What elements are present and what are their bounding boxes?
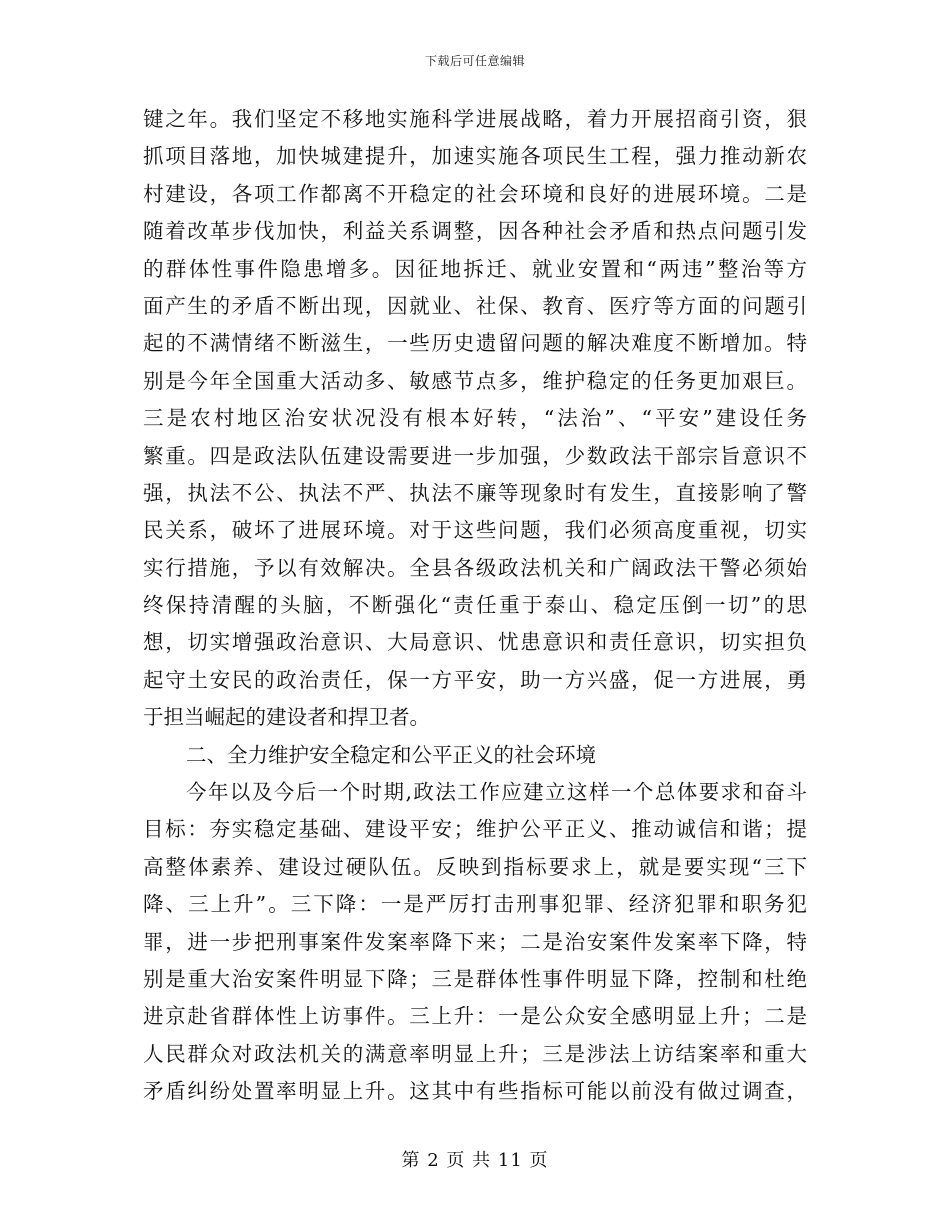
text-line: 村建设，各项工作都离不开稳定的社会环境和良好的进展环境。二是 [143, 181, 807, 206]
page-footer [0, 1146, 950, 1172]
text-line: 键之年。我们坚定不移地实施科学进展战略，着力开展招商引资，狠 [143, 107, 807, 131]
footer-suffix: 页 [529, 1150, 549, 1171]
text-line: 三是农村地区治安状况没有根本好转，“法治”、“平安”建设任务 [143, 406, 807, 431]
text-line: 面产生的矛盾不断出现，因就业、社保、教育、医疗等方面的问题引 [143, 293, 807, 318]
text-line: 民关系，破坏了进展环境。对于这些问题，我们必须高度重视，切实 [143, 518, 807, 543]
footer-total-pages: 11 [497, 1150, 523, 1171]
footer-page-number: 2 [427, 1150, 440, 1171]
footer-mid: 页 共 [446, 1150, 492, 1171]
text-line: 实行措施，予以有效解决。全县各级政法机关和广阔政法干警必须始 [143, 555, 807, 580]
section-heading: 二、全力维护安全稳定和公平正义的社会环境 [186, 742, 596, 767]
text-line: 于担当崛起的建设者和捍卫者。 [143, 705, 430, 730]
text-line: 起的不满情绪不断滋生，一些历史遗留问题的解决难度不断增加。特 [143, 331, 807, 356]
text-line: 目标：夯实稳定基础、建设平安；维护公平正义、推动诚信和谐；提 [143, 817, 807, 842]
text-line: 人民群众对政法机关的满意率明显上升；三是涉法上访结案率和重大 [143, 1041, 807, 1066]
text-line: 别是今年全国重大活动多、敏感节点多，维护稳定的任务更加艰巨。 [143, 368, 807, 393]
footer-prefix: 第 [401, 1150, 421, 1171]
text-line: 想，切实增强政治意识、大局意识、忧患意识和责任意识，切实担负 [143, 630, 807, 655]
header-note: 下载后可任意编辑 [424, 54, 525, 68]
text-line: 高整体素养、建设过硬队伍。反映到指标要求上，就是要实现“三下 [143, 854, 807, 879]
text-line: 终保持清醒的头脑，不断强化“责任重于泰山、稳定压倒一切”的思 [143, 593, 807, 618]
text-line: 随着改革步伐加快，利益关系调整，因各种社会矛盾和热点问题引发 [143, 219, 807, 244]
document-body [143, 101, 807, 1111]
text-line: 繁重。四是政法队伍建设需要进一步加强，少数政法干部宗旨意识不 [143, 443, 807, 468]
text-line: 今年以及今后一个时期,政法工作应建立这样一个总体要求和奋斗 [186, 780, 807, 805]
text-line: 罪，进一步把刑事案件发案率降下来；二是治安案件发案率下降，特 [143, 929, 807, 954]
text-line: 矛盾纠纷处置率明显上升。这其中有些指标可能以前没有做过调查， [143, 1079, 807, 1104]
text-line: 强，执法不公、执法不严、执法不廉等现象时有发生，直接影响了警 [143, 480, 807, 505]
text-line: 别是重大治安案件明显下降；三是群体性事件明显下降，控制和杜绝 [143, 966, 807, 991]
text-line: 抓项目落地，加快城建提升，加速实施各项民生工程，强力推动新农 [143, 144, 807, 169]
text-line: 降、三上升”。三下降：一是严厉打击刑事犯罪、经济犯罪和职务犯 [143, 892, 807, 917]
text-line: 进京赴省群体性上访事件。三上升：一是公众安全感明显上升；二是 [143, 1004, 807, 1029]
text-line: 起守土安民的政治责任，保一方平安，助一方兴盛，促一方进展，勇 [143, 667, 807, 692]
text-line: 的群体性事件隐患增多。因征地拆迁、就业安置和“两违”整治等方 [143, 256, 807, 281]
